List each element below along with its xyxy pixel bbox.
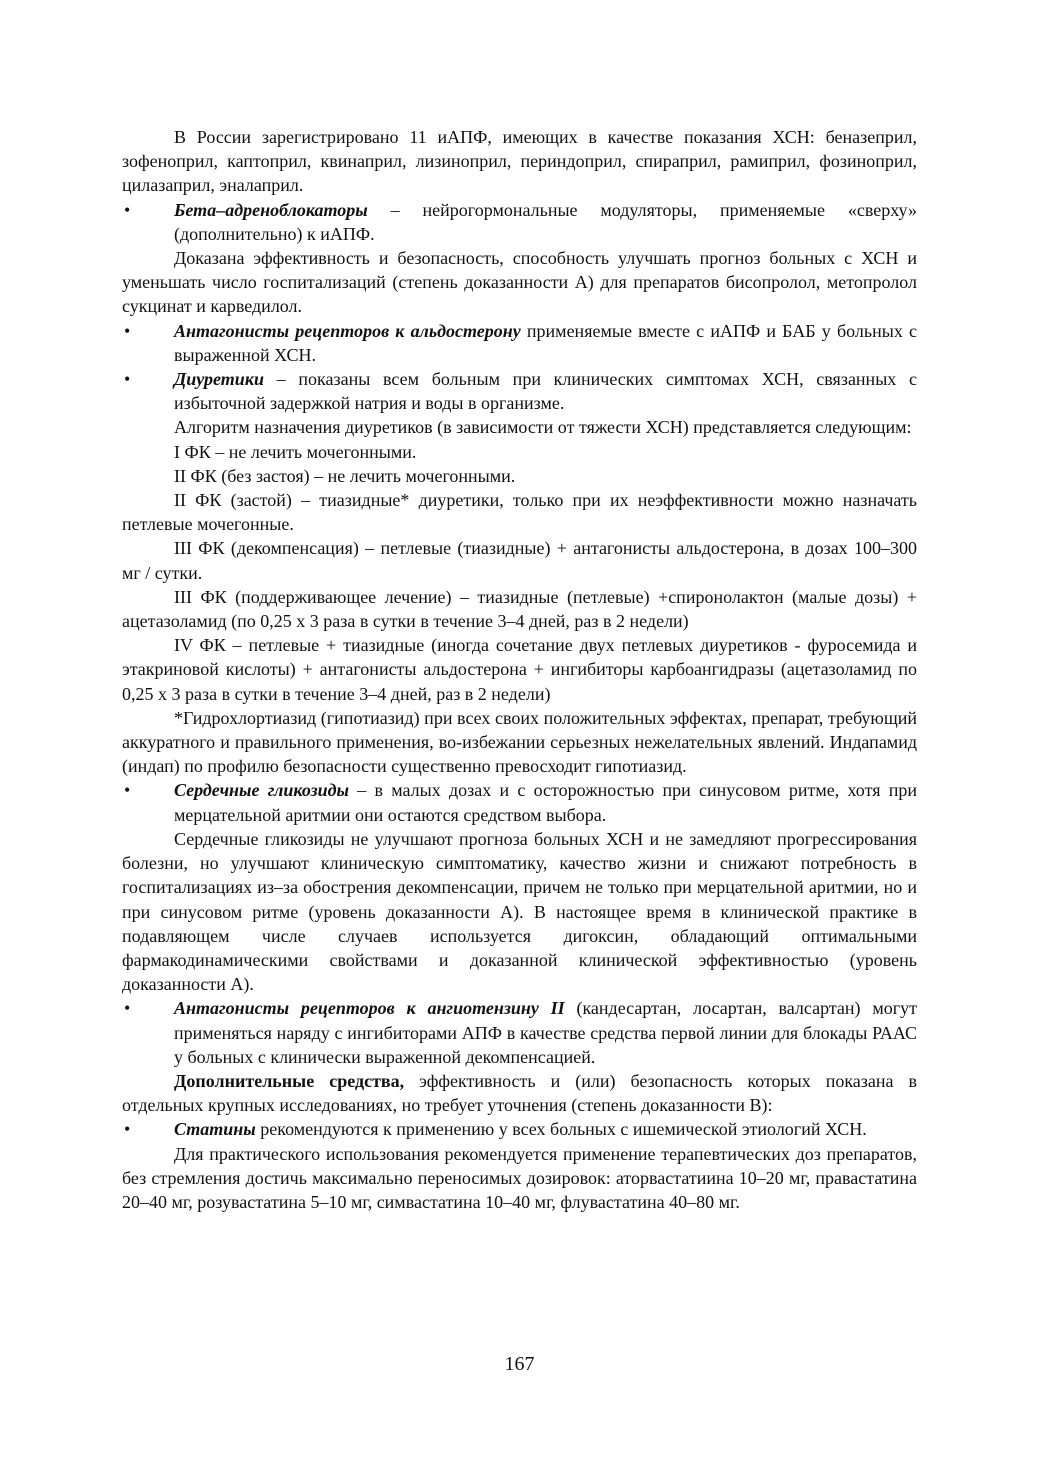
bullet-icon: • <box>124 780 131 801</box>
paragraph-algorithm: Алгоритм назначения диуретиков (в зависимости от тяжести ХСН) представляется следующим: <box>174 417 912 438</box>
term-beta-blockers: Бета–адреноблокаторы <box>174 199 368 220</box>
bullet-text: (кандесартан, лосартан, валсартан) могут применяться наряду с ингибиторами АПФ в качестве средства первой линии для блокады РААС у больных с клинически выраженной декомпенсацией. <box>174 998 917 1067</box>
bullet-icon: • <box>124 1119 131 1140</box>
bullet-text: применяемые вместе с иАПФ и БАБ у больных с выраженной ХСН. <box>174 320 917 365</box>
bullet-text: – нейрогормональные модуляторы, применяемые «сверху» (дополнительно) к иАПФ. <box>174 199 917 244</box>
paragraph-additional-agents <box>122 1069 917 1117</box>
page-number: 167 <box>504 1353 535 1375</box>
paragraph-fc3-maintenance: III ФК (поддерживающее лечение) – тиазидные (петлевые) +спиронолактон (малые дозы) + ацетазоламид (по 0,25 х 3 раза в сутки в течение 3–4 дней, раз в 2 недели) <box>122 586 917 632</box>
bullet-icon: • <box>124 199 131 220</box>
term-additional-agents: Дополнительные средства, <box>174 1070 405 1091</box>
paragraph-iapf: В России зарегистрировано 11 иАПФ, имеющих в качестве показания ХСН: беназеприл, зофеноприл, каптоприл, квинаприл, лизиноприл, периндоприл, спираприл, рамиприл, фозиноприл, цилазаприл, эналаприл. <box>122 127 917 196</box>
term-statins: Статины <box>174 1119 256 1140</box>
bullet-icon: • <box>124 369 131 390</box>
paragraph-text: эффективность и (или) безопасность которых показана в отдельных крупных исследованиях, но требует уточнения (степень доказанности В): <box>122 1070 918 1116</box>
bullet-text: рекомендуются к применению у всех больных с ишемической этиологий ХСН. <box>255 1119 867 1140</box>
bullet-text: – показаны всем больным при клинических симптомах ХСН, связанных с избыточной задержкой натрия и воды в организме. <box>174 369 917 414</box>
bullet-glycosides <box>122 778 917 826</box>
term-angiotensin-antagonists: Антагонисты рецепторов к ангиотензину II <box>174 998 565 1019</box>
bullet-text: – в малых дозах и с осторожностью при синусовом ритме, хотя при мерцательной аритмии они остаются средством выбора. <box>174 780 917 825</box>
bullet-arb <box>122 996 917 1069</box>
page-body <box>122 125 917 1214</box>
bullet-statins <box>122 1117 917 1141</box>
paragraph-fc4: IV ФК – петлевые + тиазидные (иногда сочетание двух петлевых диуретиков - фуросемида и этакриновой кислоты) + антагонисты альдостерона + ингибиторы карбоангидразы (ацетазоламид по 0,25 х 3 раза в сутки в течение 3–4 дней, раз в 2 недели) <box>122 635 917 704</box>
paragraph-statin-doses: Для практического использования рекомендуется применение терапевтических доз препаратов, без стремления достичь максимально переносимых дозировок: аторвастатиина 10–20 мг, правастатина 20–40 мг, розувастатина 5–10 мг, симвастатина 10–40 мг, флувастатина 40–80 мг. <box>122 1143 917 1212</box>
paragraph-efficacy: Доказана эффективность и безопасность, способность улучшать прогноз больных с ХСН и уменьшать число госпитализаций (степень доказанности А) для препаратов бисопролол, метопролол сукцинат и карведилол. <box>122 248 917 317</box>
paragraph-fc2-congestion: II ФК (застой) – тиазидные* диуретики, только при их неэффективности можно назначать петлевые мочегонные. <box>122 490 917 535</box>
bullet-aldosterone <box>122 319 917 367</box>
term-diuretics: Диуретики <box>174 369 264 390</box>
bullet-icon: • <box>124 320 131 341</box>
bullet-beta-blockers <box>122 198 917 246</box>
paragraph-fc3-decompensation: III ФК (декомпенсация) – петлевые (тиазидные) + антагонисты альдостерона, в дозах 100–300 мг / сутки. <box>122 538 917 583</box>
bullet-diuretics <box>122 367 917 415</box>
paragraph-fc2-no-congestion: II ФК (без застоя) – не лечить мочегонными. <box>174 465 516 486</box>
paragraph-fc1: I ФК – не лечить мочегонными. <box>174 441 417 462</box>
term-cardiac-glycosides: Сердечные гликозиды <box>174 780 350 801</box>
paragraph-footnote-hydrochlorothiazide: *Гидрохлортиазид (гипотиазид) при всех своих положительных эффектах, препарат, требующий аккуратного и правильного применения, во-избежании серьезных нежелательных явлений. Индапамид (индап) по профилю безопасности существенно превосходит гипотиазид. <box>122 707 917 777</box>
bullet-icon: • <box>124 998 131 1019</box>
term-aldosterone-antagonists: Антагонисты рецепторов к альдостерону <box>174 320 521 341</box>
paragraph-glycosides-detail: Сердечные гликозиды не улучшают прогноза больных ХСН и не замедляют прогрессирования болезни, но улучшают клиническую симптоматику, качество жизни и снижают потребность в госпитализациях из–за обострения декомпенсации, причем не только при мерцательной аритмии, но и при синусовом ритме (уровень доказанности А). В настоящее время в клинической практике в подавляющем числе случаев используется дигоксин, обладающий оптимальными фармакодинамическими свойствами и доказанной клинической эффективностью (уровень доказанности А). <box>122 828 917 995</box>
